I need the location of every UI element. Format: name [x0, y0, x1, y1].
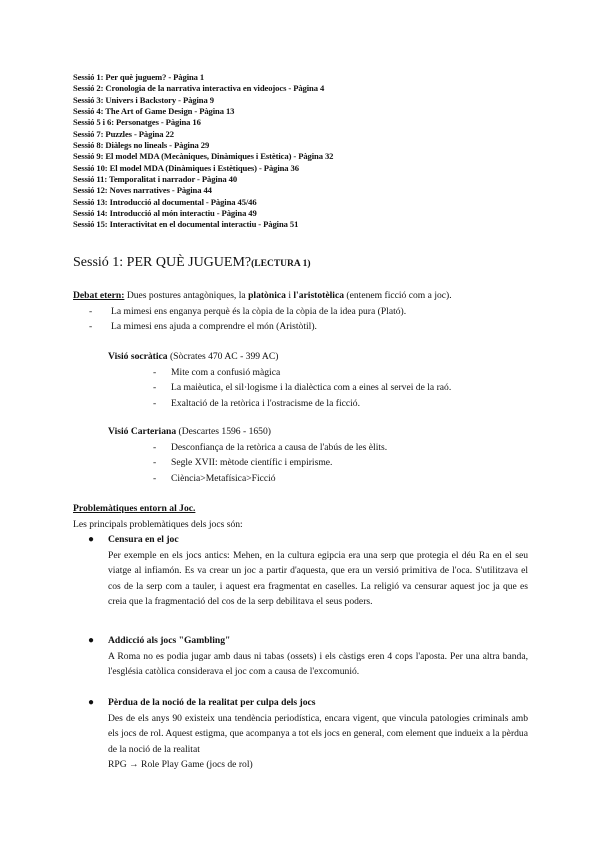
bullet-title: Pèrdua de la noció de la realitat per culpa dels jocs [108, 697, 316, 708]
list-item: - La maièutica, el sil·logisme i la dialèctica com a eines al servei de la raó. [108, 380, 538, 396]
bullet-title: Censura en el joc [108, 534, 179, 545]
list-item: - Mite com a confusió màgica [108, 365, 538, 381]
toc-entry: Sessió 5 i 6: Personatges - Pàgina 16 [73, 117, 201, 128]
debate-label: Debat etern: [73, 290, 125, 301]
toc-entry: Sessió 7: Puzzles - Pàgina 22 [73, 128, 174, 139]
bullet-extra: RPG → Role Play Game (jocs de rol) [108, 759, 253, 770]
toc-entry: Sessió 1: Per què juguem? - Pàgina 1 [73, 72, 205, 82]
bullet-body: Des de els anys 90 existeix una tendència periodística, encara vigent, que vincula patologies criminals amb els jocs de rol. Aquest estigma, que acompanya a tot els jocs en general, com element que indueix a la pèrdua de la noció de la realitat [108, 712, 528, 755]
bullet-title: Addicció als jocs "Gambling" [108, 635, 231, 646]
list-item: - Segle XVII: mètode científic i empirisme. [108, 455, 538, 471]
list-item: - La mimesi ens enganya perquè és la còpia de la còpia de la idea pura (Plató). [73, 304, 543, 320]
lecture-label: (LECTURA 1) [251, 259, 311, 269]
list-item: - Exaltació de la retòrica i l'ostracisme de la ficció. [108, 396, 538, 412]
socratic-list [108, 365, 538, 412]
toc-entry: Sessió 3: Univers i Backstory - Pàgina 9 [73, 94, 214, 105]
bullet-icon: ● [88, 697, 95, 708]
socratic-heading: Visió socràtica (Sòcrates 470 AC - 399 AC) [108, 351, 279, 362]
toc-entry: Sessió 8: Diàlegs no lineals - Pàgina 29 [73, 140, 210, 151]
session-title [73, 255, 311, 271]
socratic-section [108, 349, 538, 411]
problems-section [73, 501, 543, 532]
cartesian-section [108, 424, 538, 486]
list-item: - Ciència>Metafísica>Ficció [108, 471, 538, 487]
cartesian-heading: Visió Carteriana (Descartes 1596 - 1650) [108, 426, 271, 437]
list-item: - Desconfiança de la retòrica a causa de l'abús de les èlits. [108, 440, 538, 456]
table-of-contents [73, 72, 553, 231]
problem-reality [88, 695, 528, 773]
problem-addiction [88, 633, 528, 680]
debate-paragraph: Debat etern: Dues postures antagòniques, la platònica i l'aristotèlica (entenem ficció com a joc). [73, 290, 452, 301]
toc-entry: Sessió 10: El model MDA (Dinàmiques i Estètiques) - Pàgina 36 [73, 162, 299, 173]
bullet-body: Per exemple en els jocs antics: Mehen, en la cultura egipcia era una serp que protegia el déu Ra en el seu viatge al infiamón. Es va crear un joc a partir d'aquesta, que era un versió primitiva de l'oca. S'utilitzava el cos de la serp com a tauler, i aquest era fragmentat en caselles. La religió va censurar aquest joc ja que es creia que la fragmentació del cos de la serp debilitava el seus poders. [108, 549, 528, 607]
toc-entry: Sessió 12: Noves narratives - Pàgina 44 [73, 185, 212, 196]
toc-entry: Sessió 2: Cronologia de la narrativa interactiva en videojocs - Pàgina 4 [73, 83, 325, 94]
bullet-body: A Roma no es podia jugar amb daus ni tabas (ossets) i els càstigs eren 4 cops l'aposta. Per una altra banda, l'església catòlica considerava el joc com a causa de l'excomunió. [108, 650, 528, 677]
toc-entry: Sessió 4: The Art of Game Design - Pàgina 13 [73, 106, 235, 117]
problem-censorship [88, 532, 528, 610]
bullet-icon: ● [88, 534, 95, 545]
session-title-text: Sessió 1: PER QUÈ JUGUEM? [73, 255, 252, 270]
cartesian-list [108, 440, 538, 487]
debate-list [73, 304, 543, 335]
debate-section [73, 288, 543, 335]
list-item: - La mimesi ens ajuda a comprendre el món (Aristòtil). [73, 319, 543, 335]
problems-intro: Les principals problemàtiques dels jocs són: [73, 518, 243, 530]
toc-entry: Sessió 14: Introducció al món interactiu - Pàgina 49 [73, 208, 257, 219]
toc-entry: Sessió 13: Introducció al documental - Pàgina 45/46 [73, 196, 257, 207]
toc-entry: Sessió 9: El model MDA (Mecàniques, Dinàmiques i Estètica) - Pàgina 32 [73, 151, 334, 162]
toc-entry: Sessió 11: Temporalitat i narrador - Pàgina 40 [73, 174, 238, 185]
toc-entry: Sessió 15: Interactivitat en el documental interactiu - Pàgina 51 [73, 219, 299, 230]
bullet-icon: ● [88, 635, 95, 646]
problems-heading: Problemàtiques entorn al Joc. [73, 503, 196, 514]
